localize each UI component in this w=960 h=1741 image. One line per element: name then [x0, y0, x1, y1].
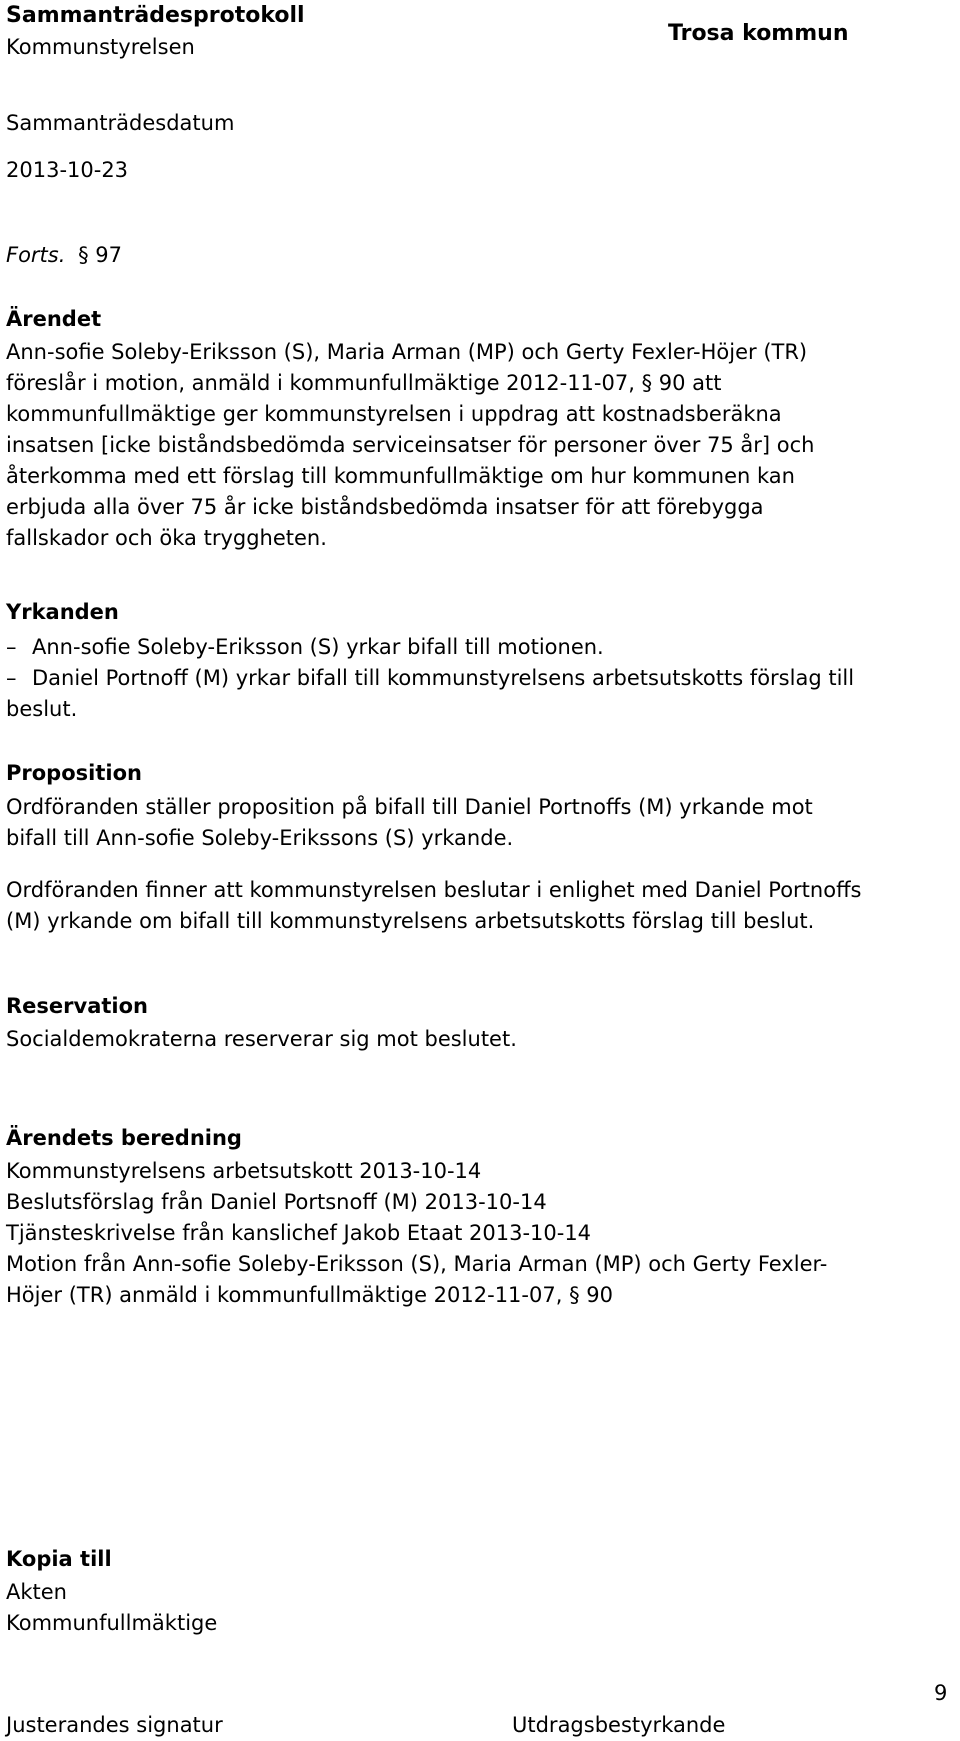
text-line: (M) yrkande om bifall till kommunstyrelsens arbetsutskotts förslag till beslut. — [6, 909, 815, 933]
document-title: Sammanträdesprotokoll — [6, 3, 305, 28]
text-line: Ann-sofie Soleby-Eriksson (S), Maria Arman (MP) och Gerty Fexler-Höjer (TR) — [6, 340, 808, 364]
text-line: Akten — [6, 1580, 67, 1604]
text-line: återkomma med ett förslag till kommunfullmäktige om hur kommunen kan — [6, 464, 795, 488]
meeting-date-label: Sammanträdesdatum — [6, 111, 235, 135]
text-line: Tjänsteskrivelse från kanslichef Jakob Etaat 2013-10-14 — [6, 1221, 592, 1245]
text-line: Beslutsförslag från Daniel Portsnoff (M) 2013-10-14 — [6, 1190, 547, 1214]
list-item-text: Daniel Portnoff (M) yrkar bifall till kommunstyrelsens arbetsutskotts förslag till — [32, 666, 855, 690]
kopia-heading: Kopia till — [6, 1547, 112, 1571]
dash-marker: – — [6, 666, 17, 690]
page-number: 9 — [934, 1681, 948, 1705]
text-line: Ordföranden ställer proposition på bifall till Daniel Portnoffs (M) yrkande mot — [6, 795, 813, 819]
dash-marker: – — [6, 635, 17, 659]
decision-body — [6, 875, 936, 937]
list-item — [6, 663, 936, 694]
arendet-body — [6, 337, 936, 554]
extract-label: Utdragsbestyrkande — [512, 1713, 726, 1737]
meeting-date-value: 2013-10-23 — [6, 158, 129, 182]
section-continuation — [6, 240, 122, 271]
continuation-label: Forts. — [6, 243, 66, 267]
proposition-body — [6, 792, 936, 854]
text-line: beslut. — [6, 697, 78, 721]
text-line: Motion från Ann-sofie Soleby-Eriksson (S), Maria Arman (MP) och Gerty Fexler- — [6, 1252, 828, 1276]
reservation-text: Socialdemokraterna reserverar sig mot beslutet. — [6, 1027, 517, 1051]
body-name: Kommunstyrelsen — [6, 35, 195, 59]
reservation-heading: Reservation — [6, 994, 148, 1018]
text-line: fallskador och öka tryggheten. — [6, 526, 327, 550]
text-line: kommunfullmäktige ger kommunstyrelsen i uppdrag att kostnadsberäkna — [6, 402, 782, 426]
yrkanden-list — [6, 632, 936, 725]
arendet-heading: Ärendet — [6, 307, 102, 331]
text-line: bifall till Ann-sofie Soleby-Erikssons (S) yrkande. — [6, 826, 514, 850]
proposition-heading: Proposition — [6, 761, 142, 785]
text-line: insatsen [icke biståndsbedömda serviceinsatser för personer över 75 år] och — [6, 433, 815, 457]
beredning-list — [6, 1156, 936, 1311]
text-line: Höjer (TR) anmäld i kommunfullmäktige 2012-11-07, § 90 — [6, 1283, 613, 1307]
text-line: Ordföranden finner att kommunstyrelsen beslutar i enlighet med Daniel Portnoffs — [6, 878, 862, 902]
beredning-heading: Ärendets beredning — [6, 1126, 242, 1150]
list-item — [6, 632, 936, 663]
section-number: § 97 — [78, 243, 123, 267]
text-line: Kommunfullmäktige — [6, 1611, 218, 1635]
text-line: Kommunstyrelsens arbetsutskott 2013-10-14 — [6, 1159, 482, 1183]
signature-label: Justerandes signatur — [6, 1713, 223, 1737]
municipality-name: Trosa kommun — [668, 21, 849, 46]
yrkanden-heading: Yrkanden — [6, 600, 119, 624]
text-line: föreslår i motion, anmäld i kommunfullmäktige 2012-11-07, § 90 att — [6, 371, 722, 395]
kopia-list — [6, 1577, 936, 1639]
list-item-text: Ann-sofie Soleby-Eriksson (S) yrkar bifall till motionen. — [32, 635, 604, 659]
text-line: erbjuda alla över 75 år icke biståndsbedömda insatser för att förebygga — [6, 495, 764, 519]
